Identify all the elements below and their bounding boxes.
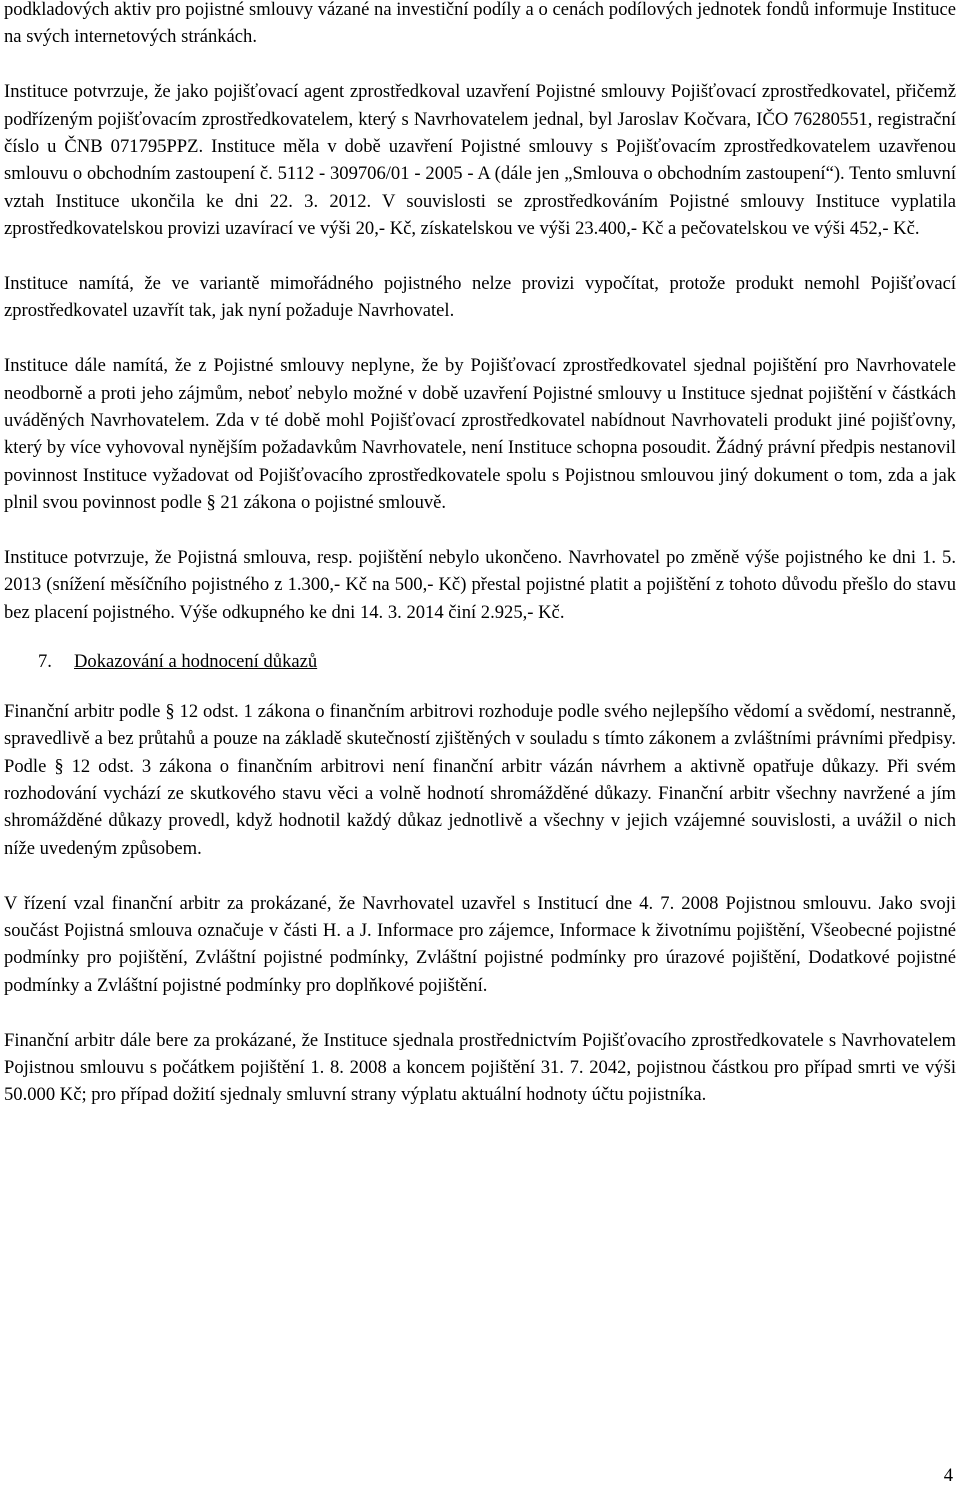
spacer <box>4 999 956 1026</box>
paragraph-contract-proven: V řízení vzal finanční arbitr za prokázané, že Navrhovatel uzavřel s Institucí dne 4. 7. 2008 Pojistnou smlouvu. Jako svoji součást Pojistná smlouva označuje v části H. a J. Informace pro zájemce, Informace k životnímu pojištění, Všeobecné pojistné podmínky pro pojištění, Zvláštní pojistné podmínky, Zvláštní pojistné podmínky pro úrazové pojištění, Dodatkové pojistné podmínky a Zvláštní pojistné podmínky pro doplňkové pojištění. <box>4 892 956 996</box>
section-number: 7. <box>38 651 52 673</box>
section-heading <box>4 648 956 675</box>
paragraph-agent-confirmation: Instituce potvrzuje, že jako pojišťovací agent zprostředkoval uzavření Pojistné smlouvy Pojišťovací zprostředkovatel, přičemž podřízeným pojišťovacím zprostředkovatelem, který s Navrhovatelem jednal, byl Jaroslav Kočvara, IČO 76280551, registrační číslo u ČNB 071795PPZ. Instituce měla v době uzavření Pojistné smlouvy s Pojišťovacím zprostředkovatelem uzavřenou smlouvu o obchodním zastoupení č. 5112 - 309706/01 - 2005 - A (dále jen „Smlouva o obchodním zastoupení“). Tento smluvní vztah Instituce ukončila ke dni 22. 3. 2012. V souvislosti se zprostředkováním Pojistné smlouvy Instituce vyplatila zprostředkovatelskou provizi uzavírací ve výši 20,- Kč, získatelskou ve výši 23.400,- Kč a pečovatelskou ve výši 452,- Kč. <box>4 81 956 240</box>
spacer <box>4 51 956 78</box>
spacer <box>4 626 956 648</box>
paragraph-contract-terms: Finanční arbitr dále bere za prokázané, že Instituce sjednala prostřednictvím Pojišťovacího zprostředkovatele s Navrhovatelem Pojistnou smlouvu s počátkem pojištění 1. 8. 2008 a koncem pojištění 31. 7. 2042, pojistnou částkou pro případ smrti ve výši 50.000 Kč; pro případ dožití sjednaly smluvní strany výplatu aktuální hodnoty účtu pojistníka. <box>4 1029 956 1106</box>
paragraph-fund-info: podkladových aktiv pro pojistné smlouvy vázané na investiční podíly a o cenách podílových jednotek fondů informuje Instituce na svých internetových stránkách. <box>4 0 956 48</box>
paragraph-policy-status: Instituce potvrzuje, že Pojistná smlouva, resp. pojištění nebylo ukončeno. Navrhovatel po změně výše pojistného ke dni 1. 5. 2013 (snížení měsíčního pojistného z 1.300,- Kč na 500,- Kč) přestal pojistné platit a pojištění z tohoto důvodu přešlo do stavu bez placení pojistného. Výše odkupného ke dni 14. 3. 2014 činí 2.925,- Kč. <box>4 547 956 623</box>
spacer <box>4 676 956 698</box>
spacer <box>4 862 956 889</box>
paragraph-commission-objection: Instituce namítá, že ve variantě mimořádného pojistného nelze provizi vypočítat, protože produkt nemohl Pojišťovací zprostředkovatel uzavřít tak, jak nyní požaduje Navrhovatel. <box>4 273 956 322</box>
document-page <box>4 0 956 1109</box>
page-number: 4 <box>943 1465 953 1486</box>
paragraph-further-objection: Instituce dále namítá, že z Pojistné smlouvy neplyne, že by Pojišťovací zprostředkovatel sjednal pojištění pro Navrhovatele neodborně a proti jeho zájmům, neboť nebylo možné v době uzavření Pojistné smlouvy u Instituce sjednat pojištění v částkách uváděných Navrhovatelem. Zda v té době mohl Pojišťovací zprostředkovatel nabídnout Navrhovateli produkt jiné pojišťovny, který by více vyhovoval nynějším požadavkům Navrhovatele, není Instituce schopna posoudit. Žádný právní předpis nestanovil povinnost Instituce vyžadovat od Pojišťovacího zprostředkovatele spolu s Pojistnou smlouvou jiný dokument o tom, zda a jak plnil svou povinnost podle § 21 zákona o pojistné smlouvě. <box>4 355 956 514</box>
spacer <box>4 517 956 544</box>
section-title: Dokazování a hodnocení důkazů <box>74 651 318 673</box>
spacer <box>4 243 956 270</box>
spacer <box>4 325 956 352</box>
paragraph-arbiter-procedure: Finanční arbitr podle § 12 odst. 1 zákona o finančním arbitrovi rozhoduje podle svého nejlepšího vědomí a svědomí, nestranně, spravedlivě a bez průtahů a pouze na základě skutečností zjištěných v souladu s tímto zákonem a zvláštními právními předpisy. Podle § 12 odst. 3 zákona o finančním arbitrovi není finanční arbitr vázán návrhem a aktivně opatřuje důkazy. Při svém rozhodování vychází ze skutkového stavu věci a volně hodnotí shromážděné důkazy. Finanční arbitr všechny navržené a jím shromážděné důkazy provedl, když hodnotil každý důkaz jednotlivě a všechny v jejich vzájemné souvislosti, a uvážil o nich níže uvedeným způsobem. <box>4 700 956 859</box>
